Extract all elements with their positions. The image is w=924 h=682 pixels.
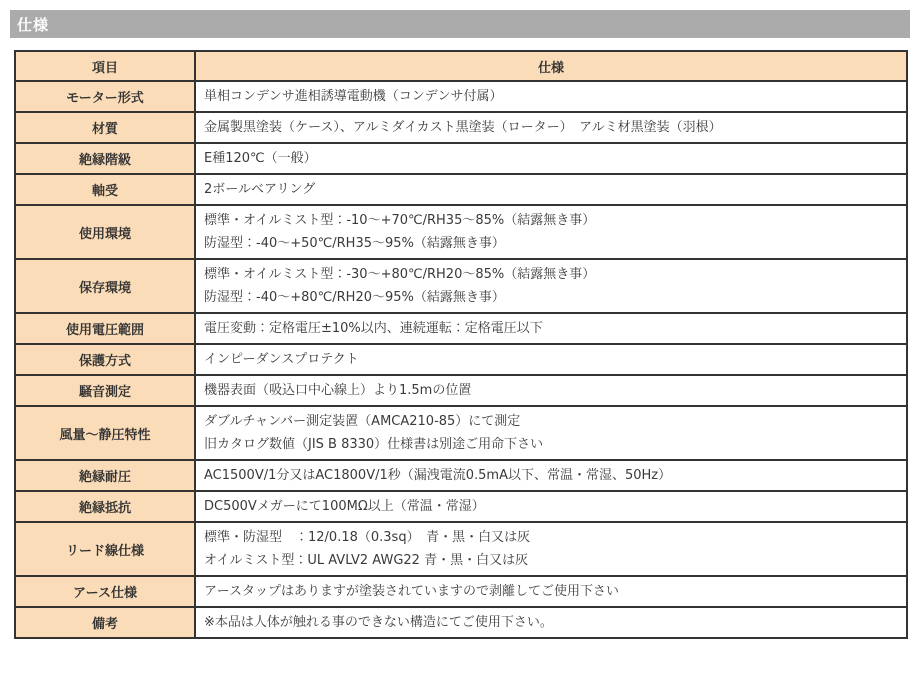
column-header-item: 項目 xyxy=(15,51,195,81)
spec-value-line: 金属製黒塗装（ケース）、アルミダイカスト黒塗装（ローター） アルミ材黒塗装（羽根） xyxy=(204,120,722,135)
section-title-bar xyxy=(10,10,910,38)
spec-row xyxy=(15,259,907,313)
spec-value-line: AC1500V/1分又はAC1800V/1秒（漏洩電流0.5mA以下、常温・常湿、50Hz） xyxy=(204,468,672,483)
spec-row-label: 材質 xyxy=(15,112,195,143)
spec-value-line: 機器表面（吸込口中心線上）より1.5mの位置 xyxy=(204,383,472,398)
spec-value-line: 標準・防湿型 ：12/0.18（0.3sq） 青・黒・白又は灰 xyxy=(204,530,531,545)
spec-row xyxy=(15,205,907,259)
spec-row xyxy=(15,174,907,205)
spec-row xyxy=(15,460,907,491)
spec-row-value xyxy=(195,406,907,460)
spec-row-value xyxy=(195,375,907,406)
spec-row xyxy=(15,344,907,375)
spec-row-label: 風量～静圧特性 xyxy=(15,406,195,460)
spec-row-label: 保存環境 xyxy=(15,259,195,313)
spec-value-line: 旧カタログ数値（JIS B 8330）仕様書は別途ご用命下さい xyxy=(204,437,544,452)
spec-row xyxy=(15,375,907,406)
spec-row xyxy=(15,607,907,638)
column-header-spec: 仕様 xyxy=(195,51,907,81)
spec-row-value xyxy=(195,143,907,174)
spec-value-line: 防湿型：-40～+50℃/RH35～95%（結露無き事） xyxy=(204,236,505,251)
spec-value-line: ダブルチャンバー測定装置（AMCA210-85）にて測定 xyxy=(204,414,521,429)
spec-value-line: ※本品は人体が触れる事のできない構造にてご使用下さい。 xyxy=(204,615,553,630)
spec-value-line: インピーダンスプロテクト xyxy=(204,352,359,367)
spec-row-label: 使用電圧範囲 xyxy=(15,313,195,344)
spec-header-row xyxy=(15,51,907,81)
spec-row xyxy=(15,491,907,522)
spec-row-label: 軸受 xyxy=(15,174,195,205)
spec-row xyxy=(15,406,907,460)
spec-value-line: オイルミスト型：UL AVLV2 AWG22 青・黒・白又は灰 xyxy=(204,553,529,568)
spec-row-label: 騒音測定 xyxy=(15,375,195,406)
spec-value-line: 2ボールベアリング xyxy=(204,182,316,197)
spec-row-label: 使用環境 xyxy=(15,205,195,259)
spec-row-label: リード線仕様 xyxy=(15,522,195,576)
spec-value-line: 防湿型：-40～+80℃/RH20～95%（結露無き事） xyxy=(204,290,505,305)
spec-row-label: 絶縁抵抗 xyxy=(15,491,195,522)
section-title: 仕様 xyxy=(17,15,50,34)
spec-row-value xyxy=(195,344,907,375)
spec-value-line: 電圧変動：定格電圧±10%以内、連続運転：定格電圧以下 xyxy=(204,321,543,336)
spec-row-label: アース仕様 xyxy=(15,576,195,607)
spec-row-value xyxy=(195,491,907,522)
spec-row xyxy=(15,143,907,174)
spec-value-line: 標準・オイルミスト型：-10～+70℃/RH35～85%（結露無き事） xyxy=(204,213,596,228)
spec-row-value xyxy=(195,174,907,205)
spec-row xyxy=(15,576,907,607)
spec-table xyxy=(14,50,908,639)
spec-row-value xyxy=(195,576,907,607)
spec-value-line: DC500Vメガーにて100MΩ以上（常温・常湿） xyxy=(204,499,485,514)
spec-row-label: 絶縁耐圧 xyxy=(15,460,195,491)
spec-row-value xyxy=(195,607,907,638)
spec-value-line: E種120℃（一般） xyxy=(204,151,317,166)
spec-row-label: 備考 xyxy=(15,607,195,638)
spec-value-line: 単相コンデンサ進相誘導電動機（コンデンサ付属） xyxy=(204,89,503,104)
spec-row-value xyxy=(195,205,907,259)
spec-row-label: 保護方式 xyxy=(15,344,195,375)
spec-row-value xyxy=(195,81,907,112)
spec-row xyxy=(15,313,907,344)
spec-section xyxy=(0,10,924,639)
spec-row-value xyxy=(195,112,907,143)
spec-row xyxy=(15,112,907,143)
spec-value-line: 標準・オイルミスト型：-30～+80℃/RH20～85%（結露無き事） xyxy=(204,267,596,282)
spec-row-value xyxy=(195,522,907,576)
spec-row-value xyxy=(195,460,907,491)
spec-row-label: モーター形式 xyxy=(15,81,195,112)
spec-row-value xyxy=(195,313,907,344)
spec-row xyxy=(15,81,907,112)
spec-row-value xyxy=(195,259,907,313)
spec-row-label: 絶縁階級 xyxy=(15,143,195,174)
spec-value-line: アースタップはありますが塗装されていますので剥離してご使用下さい xyxy=(204,584,619,599)
spec-row xyxy=(15,522,907,576)
